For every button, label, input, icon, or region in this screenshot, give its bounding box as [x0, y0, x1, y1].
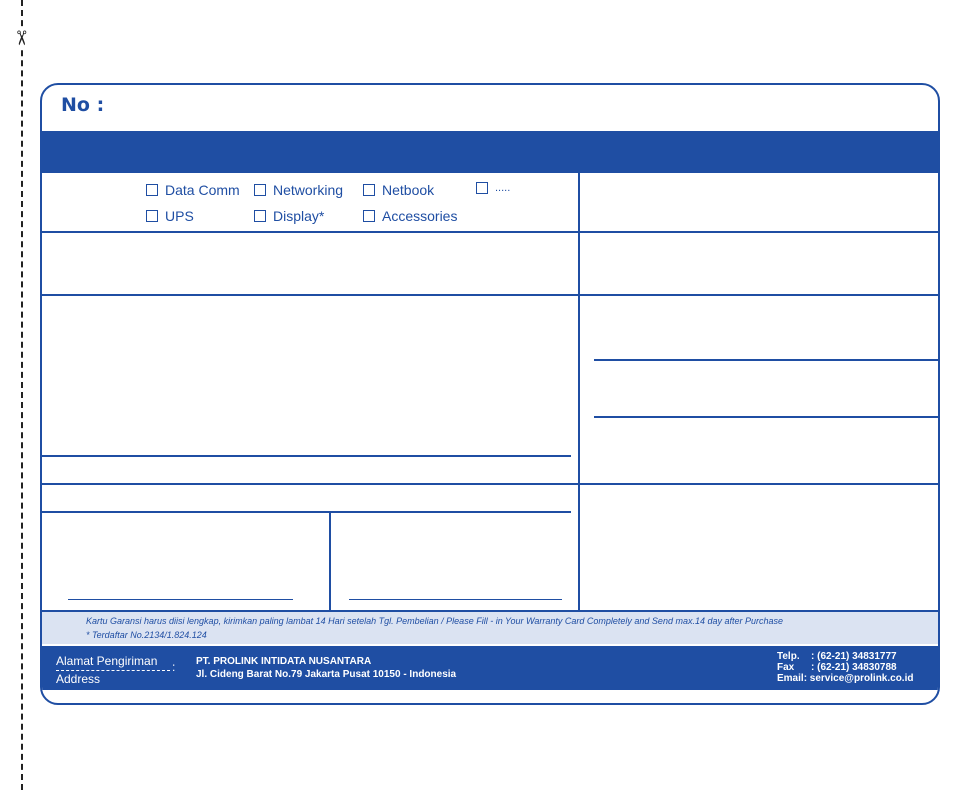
row-divider [42, 294, 938, 296]
checkbox-accessories[interactable]: Accessories [363, 208, 457, 224]
checkbox-display[interactable]: Display* [254, 208, 324, 224]
header-band [42, 131, 938, 173]
field-line [594, 416, 940, 418]
row-divider [42, 231, 938, 233]
signature-line-left [68, 599, 293, 600]
signature-line-right [349, 599, 562, 600]
checkbox-networking[interactable]: Networking [254, 182, 343, 198]
warranty-instruction: Kartu Garansi harus diisi lengkap, kirimkan paling lambat 14 Hari setelah Tgl. Pembelian / Please Fill - in Your Warranty Card Completely and Send max.14 day after Purchase [86, 616, 784, 626]
warranty-card [40, 83, 940, 705]
checkbox-netbook[interactable]: Netbook [363, 182, 434, 198]
registration-number: * Terdaftar No.2134/1.824.124 [86, 630, 207, 640]
checkbox-ups[interactable]: UPS [146, 208, 194, 224]
telp-label: Telp. [777, 651, 800, 662]
row-divider [42, 483, 938, 485]
fax-label: Fax [777, 662, 795, 673]
cut-line [21, 0, 23, 790]
form-number-label: No : [61, 94, 105, 116]
email-value: : service@prolink.co.id [803, 673, 914, 684]
company-info [196, 655, 456, 681]
footer-band [42, 646, 938, 690]
field-line [42, 455, 571, 457]
checkbox-box-icon [363, 184, 375, 196]
signature-divider [329, 511, 331, 612]
checkbox-box-icon [146, 184, 158, 196]
scissors-icon: ✂ [9, 29, 34, 47]
address-label: Alamat Pengiriman Address [56, 653, 170, 687]
company-name: PT. PROLINK INTIDATA NUSANTARA [196, 656, 372, 667]
checkbox-box-icon [476, 182, 488, 194]
checkbox-box-icon [254, 184, 266, 196]
checkbox-box-icon [254, 210, 266, 222]
checkbox-other[interactable]: ..... [476, 182, 510, 194]
address-colon: : [172, 660, 176, 674]
checkbox-box-icon [363, 210, 375, 222]
checkbox-data-comm[interactable]: Data Comm [146, 182, 240, 198]
field-line [594, 359, 940, 361]
column-divider [578, 173, 580, 612]
email-label: Email [777, 673, 804, 684]
fax-value: : (62-21) 34830788 [811, 662, 897, 673]
field-line [42, 511, 571, 513]
telp-value: : (62-21) 34831777 [811, 651, 897, 662]
note-band [42, 612, 938, 644]
checkbox-box-icon [146, 210, 158, 222]
company-address: Jl. Cideng Barat No.79 Jakarta Pusat 10150 - Indonesia [196, 669, 457, 680]
contact-info [777, 651, 913, 684]
